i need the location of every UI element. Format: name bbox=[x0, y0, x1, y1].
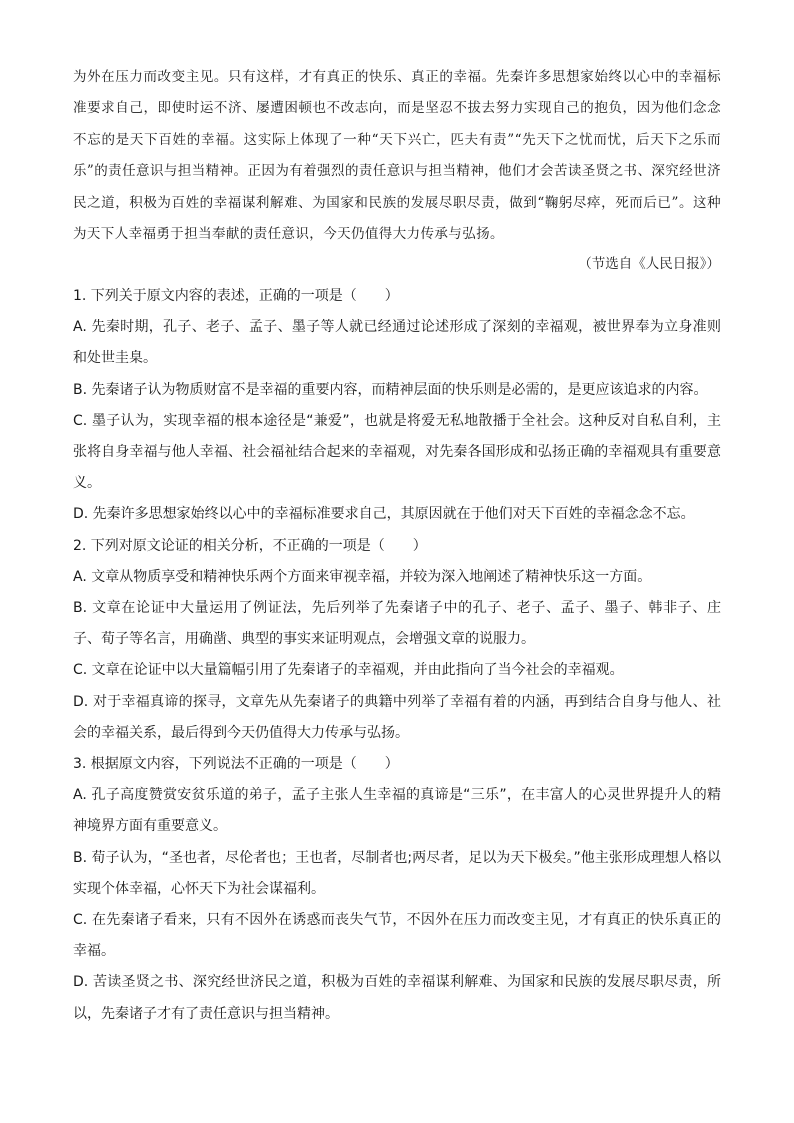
question-stem: 2. 下列对原文论证的相关分析，不正确的一项是（ ） bbox=[73, 537, 427, 554]
question-2 bbox=[73, 531, 721, 749]
option-b: B. 荀子认为，“圣也者，尽伦者也；王也者，尽制者也;两尽者，足以为天下极矣。”他主张形成理想人格以实现个体幸福，心怀天下为社会谋福利。 bbox=[73, 849, 721, 897]
option-b: B. 文章在论证中大量运用了例证法，先后列举了先秦诸子中的孔子、老子、孟子、墨子、韩非子、庄子、荀子等名言，用确凿、典型的事实来证明观点，会增强文章的说服力。 bbox=[73, 600, 721, 648]
question-3 bbox=[73, 749, 721, 1030]
question-stem: 1. 下列关于原文内容的表述，正确的一项是（ ） bbox=[73, 288, 399, 304]
option-d: D. 先秦许多思想家始终以心中的幸福标准要求自己，其原因就在于他们对天下百姓的幸福念念不忘。 bbox=[73, 506, 695, 523]
passage-text: 为外在压力而改变主见。只有这样，才有真正的快乐、真正的幸福。先秦许多思想家始终以心中的幸福标准要求自己，即使时运不济、屡遭困顿也不改志向，而是坚忍不拔去努力实现自己的抱负，因为他们念念不忘的是天下百姓的幸福。这实际上体现了一种“天下兴亡，匹夫有责”“先天下之忧而忧，后天下之乐而乐”的责任意识与担当精神。正因为有着强烈的责任意识与担当精神，他们才会苦读圣贤之书、深究经世济民之道，积极为百姓的幸福谋利解难、为国家和民族的发展尽职尽责，做到“鞠躬尽瘁，死而后已”。这种为天下人幸福勇于担当奉献的责任意识，今天仍值得大力传承与弘扬。 bbox=[73, 69, 721, 243]
option-b: B. 先秦诸子认为物质财富不是幸福的重要内容，而精神层面的快乐则是必需的，是更应该追求的内容。 bbox=[73, 381, 708, 398]
option-d: D. 对于幸福真谛的探寻，文章先从先秦诸子的典籍中列举了幸福有着的内涵，再到结合自身与他人、社会的幸福关系，最后得到今天仍值得大力传承与弘扬。 bbox=[73, 693, 721, 741]
option-a: A. 先秦时期，孔子、老子、孟子、墨子等人就已经通过论述形成了深刻的幸福观，被世界奉为立身准则和处世圭臬。 bbox=[73, 319, 721, 367]
option-c: C. 文章在论证中以大量篇幅引用了先秦诸子的幸福观，并由此指向了当今社会的幸福观。 bbox=[73, 662, 624, 679]
option-a: A. 孔子高度赞赏安贫乐道的弟子，孟子主张人生幸福的真谛是“三乐”，在丰富人的心灵世界提升人的精神境界方面有重要意义。 bbox=[73, 787, 721, 835]
option-c: C. 在先秦诸子看来，只有不因外在诱惑而丧失气节，不因外在压力而改变主见，才有真正的快乐真正的幸福。 bbox=[73, 912, 721, 960]
option-d: D. 苦读圣贤之书、深究经世济民之道，积极为百姓的幸福谋利解难、为国家和民族的发展尽职尽责，所以，先秦诸子才有了责任意识与担当精神。 bbox=[73, 974, 721, 1022]
question-list bbox=[73, 281, 721, 1030]
option-c: C. 墨子认为，实现幸福的根本途径是“兼爱”，也就是将爱无私地散播于全社会。这种反对自私自利，主张将自身幸福与他人幸福、社会福祉结合起来的幸福观，对先秦各国形成和弘扬正确的幸福观具有重要意义。 bbox=[73, 412, 721, 492]
question-stem: 3. 根据原文内容，下列说法不正确的一项是（ ） bbox=[73, 756, 399, 773]
passage-source: （节选自《人民日报》） bbox=[578, 256, 720, 272]
question-1 bbox=[73, 281, 721, 531]
option-a: A. 文章从物质享受和精神快乐两个方面来审视幸福，并较为深入地阐述了精神快乐这一方面。 bbox=[73, 568, 652, 585]
